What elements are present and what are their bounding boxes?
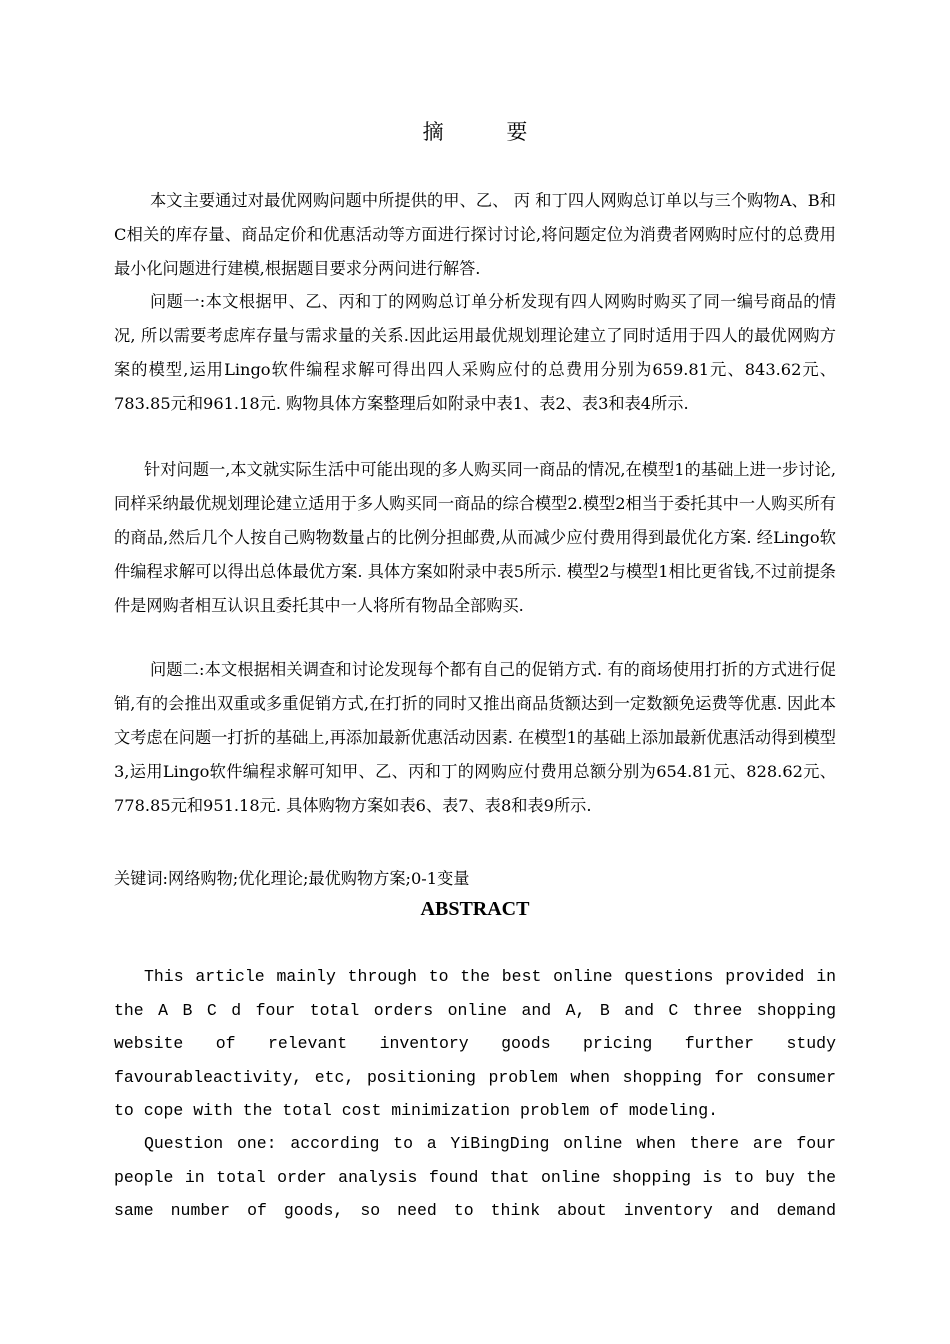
abstract-cn-paragraph-4: 问题二:本文根据相关调查和讨论发现每个都有自己的促销方式. 有的商场使用打折的方式进行促销,有的会推出双重或多重促销方式,在打折的同时又推出商品货额达到一定数额免运费等优惠. 因此本文考虑在问题一打折的基础上,再添加最新优惠活动因素. 在模型1的基础上添加最新优惠活动得到模型3,运用Lingo软件编程求解可知甲、乙、丙和丁的网购应付费用总额分别为654.81元、828.62元、778.85元和951.18元. 具体购物方案如表6、表7、表8和表9所示.	[114, 660, 836, 815]
abstract-en-paragraph-1: This article mainly through to the best online questions provided in the A B C d four total orders online and A, B and C three shopping website of relevant inventory goods pricing further study favourableactivity, etc, positioning problem when shopping for consumer to cope with the total cost minimization problem of modeling.	[114, 967, 836, 1120]
abstract-cn-paragraph-2: 问题一:本文根据甲、乙、丙和丁的网购总订单分析发现有四人网购时购买了同一编号商品的情况, 所以需要考虑库存量与需求量的关系.因此运用最优规划理论建立了同时适用于四人的最优网购方案的模型,运用Lingo软件编程求解可得出四人采购应付的总费用分别为659.81元、843.62元、783.85元和961.18元. 购物具体方案整理后如附录中表1、表2、表3和表4所示.	[114, 292, 836, 413]
abstract-cn-paragraph-3: 针对问题一,本文就实际生活中可能出现的多人购买同一商品的情况,在模型1的基础上进一步讨论,同样采纳最优规划理论建立适用于多人购买同一商品的综合模型2.模型2相当于委托其中一人购买所有的商品,然后几个人按自己购物数量占的比例分担邮费,从而减少应付费用得到最优化方案. 经Lingo软件编程求解可以得出总体最优方案. 具体方案如附录中表5所示. 模型2与模型1相比更省钱,不过前提条件是网购者相互认识且委托其中一人将所有物品全部购买.	[114, 460, 836, 615]
abstract-cn-paragraph-1: 本文主要通过对最优网购问题中所提供的甲、乙、 丙 和丁四人网购总订单以与三个购物A、B和C相关的库存量、商品定价和优惠活动等方面进行探讨讨论,将问题定位为消费者网购时应付的总费用最小化问题进行建模,根据题目要求分两问进行解答.	[114, 191, 836, 278]
abstract-en-title: ABSTRACT	[420, 898, 530, 920]
abstract-en-paragraph-2: Question one: according to a YiBingDing online when there are four people in total order analysis found that online shopping is to buy the same number of goods, so need to think about inventory and demand	[114, 1134, 836, 1220]
keywords: 关键词:网络购物;优化理论;最优购物方案;0-1变量	[114, 869, 470, 888]
abstract-cn-title: 摘 要	[422, 120, 556, 144]
